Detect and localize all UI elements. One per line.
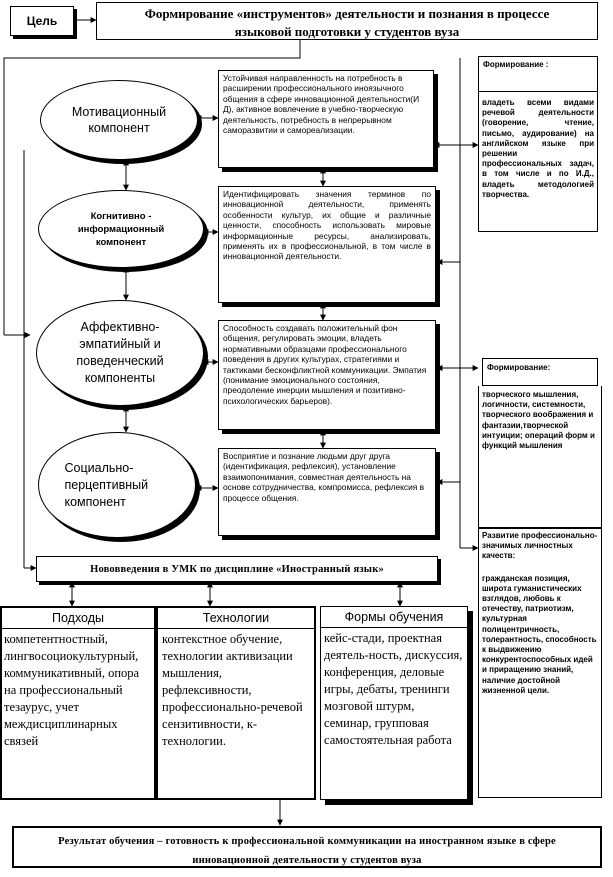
formation2-title-box [482,358,598,386]
formation1-text-box [478,92,598,232]
technologies-box [156,606,316,800]
technologies-text: контекстное обучение, технологии активизации мышления, рефлексивности, профессионально-речевой сензитивности, к-технологии. [162,632,303,748]
description-motivation-text: Устойчивая направленность на потребность в расширении профессионального иноязычного общения в сфере инновационной деятельности(И Д), активное вовлечение в учебно-творческую деятельность, потребность в непрерывном саморазвитии и самореализации. [223,73,420,136]
result-text: Результат обучения – готовность к профессиональной коммуникации на иностранном языке в сфере инновационной деятельности у студентов вуза [58,836,556,866]
component-affective-label: Аффективно-эмпатийный и поведенческий компоненты [76,320,164,385]
approaches-text: компетентностный, лингвосоциокультурный, коммуникативный, опора на профессиональный тезаурус, учет междисциплинарных связей [4,632,140,748]
forms-box [320,606,468,800]
innovations-box [36,556,438,582]
development-text: гражданская позиция, широта гуманистических взглядов, любовь к отечеству, патриотизм, культурная полицентричность, толерантность, способность к выдвижению конкурентоспособных идей и приращению знаний, наличие достойной жизненной цели. [482,573,597,695]
description-cognitive [218,186,436,303]
approaches-box [0,606,156,800]
goal-label-box [10,6,74,36]
component-perceptive-label: Социально-перцептивный компонент [64,460,149,509]
component-motivation [40,80,198,160]
formation2-title: Формирование: [487,363,551,372]
description-perceptive [218,448,436,536]
component-cognitive-label: Когнитивно - информационный компонент [77,210,165,248]
goal-label: Цель [26,14,58,28]
development-title: Развитие профессионально-значимых личностных качеств: [482,531,598,561]
description-perceptive-text: Восприятие и познание людьми друг друга (идентификация, рефлексия), установление взаимопонимания, совместная деятельность на основе сотрудничества, компромисса, рефлексия в процессе общения. [223,451,425,503]
approaches-title: Подходы [2,608,154,629]
technologies-title: Технологии [158,608,314,629]
formation2-text: творческого мышления, логичности, системности, творческого воображения и фантазии,творческой интуиции; операций форм и функций мышления [482,390,595,451]
component-perceptive [38,432,196,538]
formation1-title-box [478,56,598,92]
goal-text: Формирование «инструментов» деятельности и познания в процессе языковой подготовки у студентов вуза [144,6,550,39]
description-affective [218,320,436,430]
description-cognitive-text: Идентифицировать значения терминов по инновационной деятельности, применять особенности культур, их общие и различные ценности, способность использовать мировые информационные ресурсы, анализировать, применять их в профессиональной, в том числе в инновационной деятельности. [223,189,431,262]
result-box [12,826,602,868]
forms-text: кейс-стади, проектная деятель-ность, дискуссия, конференция, деловые игры, дебаты, тренинги мозговой штурм, семинар, групповая самостоятельная работа [324,631,463,747]
forms-title: Формы обучения [321,607,467,628]
component-motivation-label: Мотивационный компонент [71,105,167,135]
description-affective-text: Способность создавать положительный фон общения, регулировать эмоции, владеть нормативными образцами профессионального поведения в других культурах, стратегиями и тактиками бесконфликтной коммуникации. Эмпатия (понимание эмоционального состояния, преодоление инерции мышления и позитивно-психологических барьеров). [223,323,427,406]
goal-text-box [96,2,598,40]
formation1-text: владеть всеми видами речевой деятельности (говорение, чтение, письмо, аудирование) на английском языке при решении профессиональных задач, в том числе и по И.Д., владеть методологией творчества. [482,98,594,199]
formation2-text-box [478,386,602,528]
formation1-title: Формирование : [483,60,549,69]
development-box [478,528,602,798]
component-cognitive [38,190,204,268]
description-motivation [218,70,434,168]
innovations-text: Нововведения в УМК по дисциплине «Иностранный язык» [90,563,384,575]
component-affective [36,300,204,406]
